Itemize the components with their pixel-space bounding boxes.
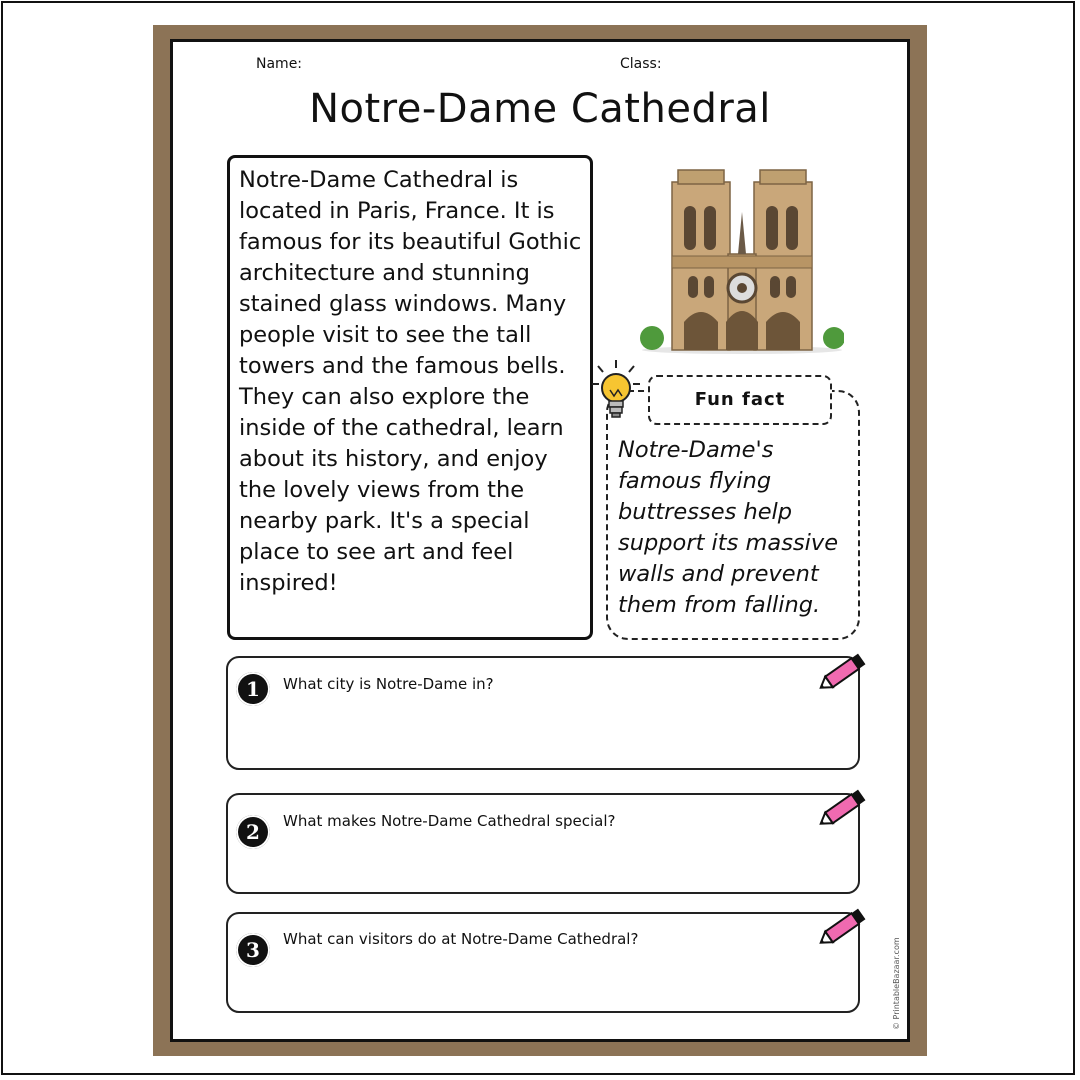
pencil-icon	[818, 648, 870, 696]
answer-box-1[interactable]	[226, 656, 860, 770]
reading-passage: Notre-Dame Cathedral is located in Paris, France. It is famous for its beautiful Gothic architecture and stunning stained glass windows. Many people visit to see the tall towers and the famous bells. They can also explore the inside of the cathedral, learn about its history, and enjoy the lovely views from the nearby park. It's a special place to see art and feel inspired!	[239, 167, 582, 596]
pencil-icon	[818, 903, 870, 951]
pencil-icon	[818, 784, 870, 832]
cathedral-illustration	[640, 162, 844, 354]
copyright-notice: © PrintableBazaar.com	[892, 937, 901, 1030]
question-number-2: 2	[236, 815, 270, 849]
question-text-2: What makes Notre-Dame Cathedral special?	[283, 812, 616, 830]
page-title: Notre-Dame Cathedral	[309, 86, 771, 132]
fun-fact-title: Fun fact	[648, 375, 832, 425]
class-label: Class:	[620, 56, 662, 72]
answer-box-2[interactable]	[226, 793, 860, 894]
question-number-1: 1	[236, 672, 270, 706]
fun-fact-text: Notre-Dame's famous flying buttresses help support its massive walls and prevent them from falling.	[618, 437, 839, 618]
question-text-3: What can visitors do at Notre-Dame Cathedral?	[283, 930, 639, 948]
answer-box-3[interactable]	[226, 912, 860, 1013]
lightbulb-icon	[590, 358, 642, 424]
question-text-1: What city is Notre-Dame in?	[283, 675, 494, 693]
name-label: Name:	[256, 56, 303, 72]
reading-passage-box	[227, 155, 593, 640]
question-number-3: 3	[236, 933, 270, 967]
